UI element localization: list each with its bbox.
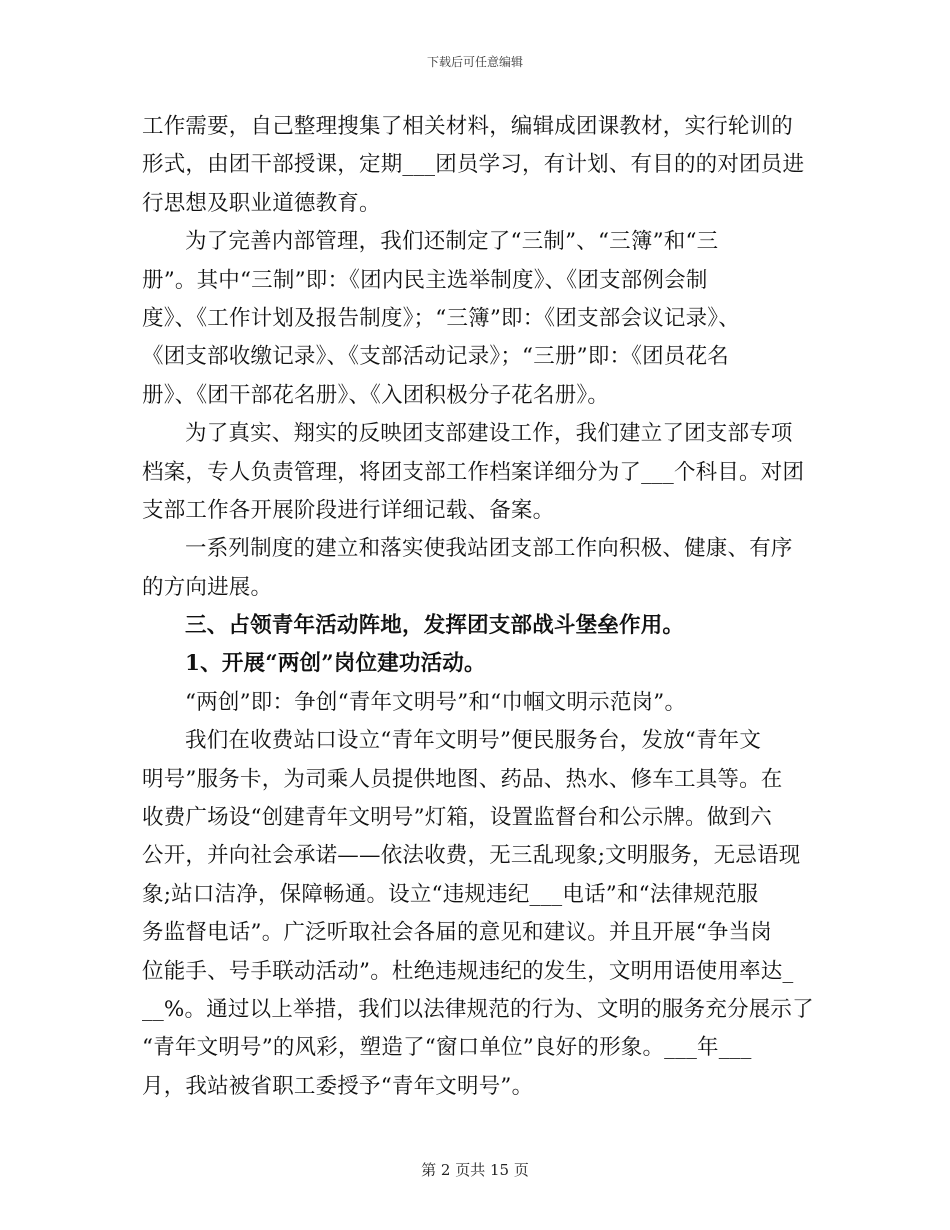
paragraph-line: 收费广场设“创建青年文明号”灯箱，设置监督台和公示牌。做到六	[142, 805, 772, 831]
paragraph-line: 明号”服务卡，为司乘人员提供地图、药品、热水、修车工具等。在	[142, 766, 783, 792]
paragraph-line: 《团支部收缴记录》、《支部活动记录》；“三册”即：《团员花名	[142, 344, 729, 370]
section-heading-line: 1、开展“两创”岗位建功活动。	[185, 651, 486, 677]
paragraph-line: 册”。其中“三制”即：《团内民主选举制度》、《团支部例会制	[142, 267, 708, 293]
paragraph-line: 形式，由团干部授课，定期___团员学习，有计划、有目的的对团员进	[142, 152, 805, 178]
paragraph-line: __%。通过以上举措，我们以法律规范的行为、文明的服务充分展示了	[142, 996, 814, 1022]
paragraph-line: 象;站口洁净，保障畅通。设立“违规违纪___电话”和“法律规范服	[142, 881, 759, 907]
paragraph-line: 我们在收费站口设立“青年文明号”便民服务台，发放“青年文	[185, 728, 762, 754]
paragraph-line: 度》、《工作计划及报告制度》；“三簿”即：《团支部会议记录》、	[142, 305, 740, 331]
paragraph-line: “两创”即：争创“青年文明号”和“巾帼文明示范岗”。	[185, 689, 687, 715]
paragraph-line: 为了真实、翔实的反映团支部建设工作，我们建立了团支部专项	[185, 421, 793, 447]
page-header: 下载后可任意编辑	[426, 55, 523, 69]
paragraph-line: 册》、《团干部花名册》、《入团积极分子花名册》。	[142, 382, 610, 408]
paragraph-line: 支部工作各开展阶段进行详细记载、备案。	[142, 497, 555, 523]
paragraph-line: 工作需要，自己整理搜集了相关材料，编辑成团课教材，实行轮训的	[142, 114, 794, 139]
paragraph-line: 一系列制度的建立和落实使我站团支部工作向积极、健康、有序	[185, 536, 793, 562]
paragraph-line: 的方向进展。	[142, 574, 273, 600]
paragraph-line: 档案，专人负责管理，将团支部工作档案详细分为了___个科目。对团	[142, 459, 805, 485]
paragraph-line: 行思想及职业道德教育。	[142, 190, 381, 216]
page-footer: 第 2 页共 15 页	[421, 1161, 529, 1179]
paragraph-line: 位能手、号手联动活动”。杜绝违规违纪的发生，文明用语使用率达_	[142, 958, 794, 984]
document-body	[142, 108, 814, 1106]
paragraph-line: 月，我站被省职工委授予“青年文明号”。	[142, 1073, 534, 1099]
paragraph-line: 务监督电话”。广泛听取社会各届的意见和建议。并且开展“争当岗	[142, 920, 772, 946]
paragraph-line: “青年文明号”的风彩，塑造了“窗口单位”良好的形象。___年___	[142, 1035, 752, 1061]
paragraph-line: 公开，并向社会承诺——依法收费，无三乱现象;文明服务，无忌语现	[142, 843, 801, 869]
paragraph-line: 为了完善内部管理，我们还制定了“三制”、“三簿”和“三	[185, 229, 719, 255]
section-heading-line: 三、占领青年活动阵地，发挥团支部战斗堡垒作用。	[185, 613, 685, 639]
